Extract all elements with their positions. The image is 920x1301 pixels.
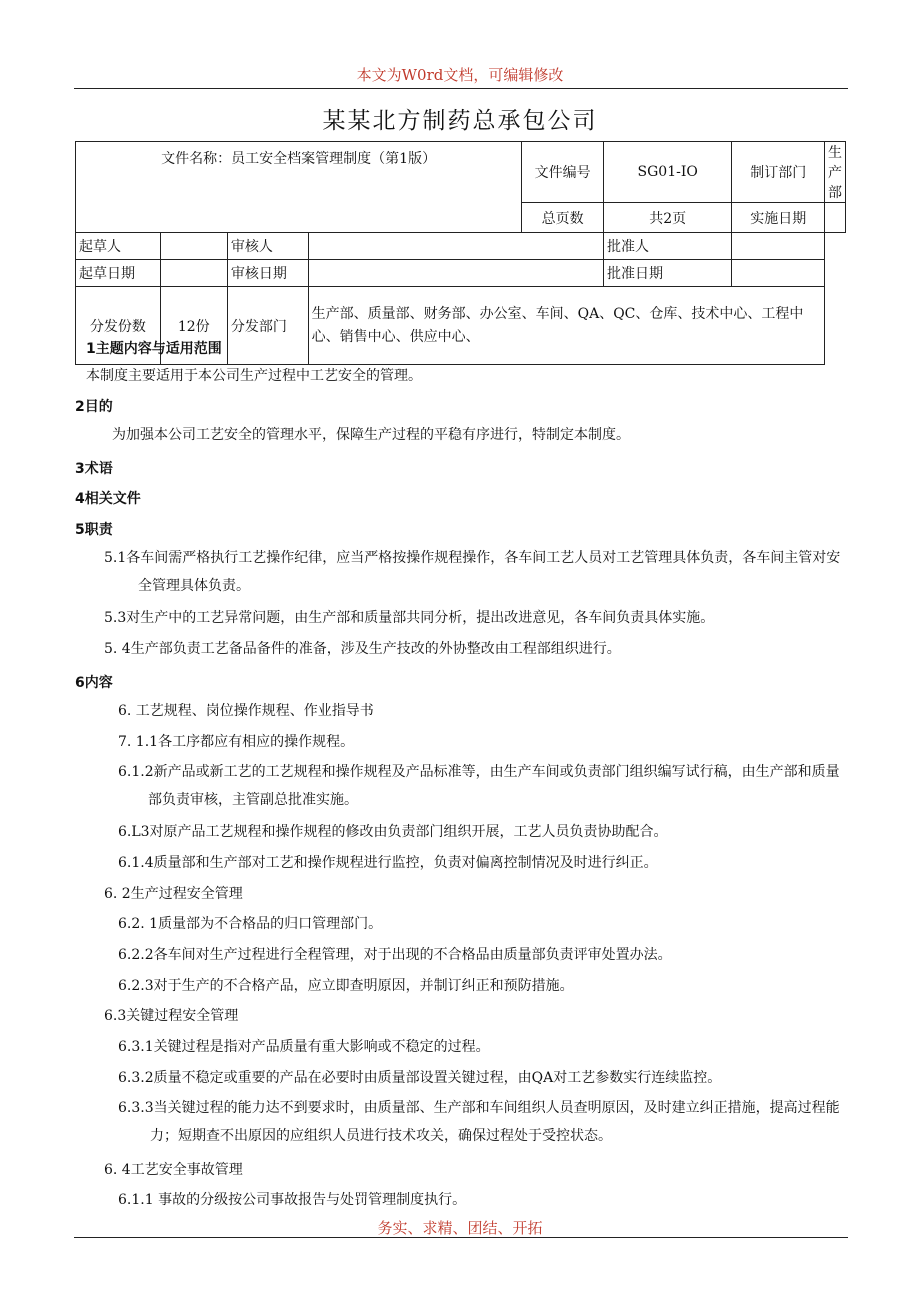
clause-5-3: 5.3对生产中的工艺异常问题，由生产部和质量部共同分析，提出改进意见，各车间负责具体实施。	[104, 610, 715, 626]
draft-date-label: 起草日期	[76, 260, 161, 287]
footer-note: 务实、求精、团结、开拓	[377, 1219, 543, 1237]
section-1-title: 1主题内容与适用范围	[86, 341, 222, 357]
copies-value: 12份	[160, 287, 227, 365]
header-note: 本文为W0rd文档，可编辑修改	[356, 66, 564, 84]
clause-6-1-2	[118, 758, 846, 814]
reviewer-value	[308, 233, 603, 260]
drafter-label: 起草人	[76, 233, 161, 260]
dept-label: 制订部门	[732, 142, 825, 203]
approve-date-label: 批准日期	[604, 260, 732, 287]
dist-dept-value: 生产部、质量部、财务部、办公室、车间、QA、QC、仓库、技术中心、工程中心、销售中心、供应中心、	[308, 287, 824, 365]
clause-6-3: 6.3关键过程安全管理	[104, 1008, 239, 1024]
clause-6-1: 6. 工艺规程、岗位操作规程、作业指导书	[118, 703, 374, 719]
clause-5-4: 5. 4生产部负责工艺备品备件的准备，涉及生产技改的外协整改由工程部组织进行。	[104, 641, 621, 657]
file-name-cell: 文件名称：员工安全档案管理制度（第1版）	[76, 142, 522, 233]
section-4-title: 4相关文件	[75, 491, 141, 507]
dist-dept-label: 分发部门	[227, 287, 308, 365]
section-6-title: 6内容	[75, 675, 113, 691]
approver-value	[732, 233, 825, 260]
review-date-label: 审核日期	[227, 260, 308, 287]
file-no-value: SG01-IO	[604, 142, 732, 203]
approver-label: 批准人	[604, 233, 732, 260]
clause-6-2-3: 6.2.3对于生产的不合格产品，应立即查明原因，并制订纠正和预防措施。	[118, 978, 574, 994]
document-info-table	[75, 141, 846, 365]
footer-divider	[74, 1237, 848, 1238]
clause-6-2-2: 6.2.2各车间对生产过程进行全程管理，对于出现的不合格品由质量部负责评审处置办法。	[118, 947, 672, 963]
review-date-value	[308, 260, 603, 287]
clause-6-4: 6. 4工艺安全事故管理	[104, 1162, 243, 1178]
clause-6-3-3	[118, 1094, 846, 1150]
clause-7-1-1: 7. 1.1各工序都应有相应的操作规程。	[118, 734, 355, 750]
section-2-text: 为加强本公司工艺安全的管理水平，保障生产过程的平稳有序进行，特制定本制度。	[112, 427, 630, 443]
file-no-label: 文件编号	[522, 142, 604, 203]
company-title: 某某北方制药总承包公司	[322, 108, 598, 134]
header-divider	[74, 88, 848, 89]
clause-6-1-3: 6.L3对原产品工艺规程和操作规程的修改由负责部门组织开展，工艺人员负责协助配合。	[118, 824, 668, 840]
draft-date-value	[160, 260, 227, 287]
clause-6-1-1b: 6.1.1 事故的分级按公司事故报告与处罚管理制度执行。	[118, 1192, 467, 1208]
section-5-title: 5职责	[75, 522, 113, 538]
clause-6-2: 6. 2生产过程安全管理	[104, 886, 243, 902]
section-2-title: 2目的	[75, 399, 113, 415]
section-3-title: 3术语	[75, 461, 113, 477]
clause-6-3-3-text: 6.3.3当关键过程的能力达不到要求时，由质量部、生产部和车间组织人员查明原因，及时建立纠正措施，提高过程能力；短期查不出原因的应组织人员进行技术攻关，确保过程处于受控状态。	[118, 1100, 840, 1144]
clause-6-3-2: 6.3.2质量不稳定或重要的产品在必要时由质量部设置关键过程，由QA对工艺参数实行连续监控。	[118, 1070, 722, 1086]
impl-date-label: 实施日期	[732, 203, 825, 233]
dept-value: 生产部	[825, 142, 846, 203]
clause-6-1-2-text: 6.1.2新产品或新工艺的工艺规程和操作规程及产品标准等，由生产车间或负责部门组织编写试行稿，由生产部和质量部负责审核，主管副总批准实施。	[118, 764, 840, 808]
pages-label: 总页数	[522, 203, 604, 233]
clause-6-2-1: 6.2. 1质量部为不合格品的归口管理部门。	[118, 916, 383, 932]
approve-date-value	[732, 260, 825, 287]
pages-value: 共2页	[604, 203, 732, 233]
clause-5-1-text: 5.1各车间需严格执行工艺操作纪律，应当严格按操作规程操作，各车间工艺人员对工艺管理具体负责，各车间主管对安全管理具体负责。	[104, 550, 841, 594]
drafter-value	[160, 233, 227, 260]
clause-6-3-1: 6.3.1关键过程是指对产品质量有重大影响或不稳定的过程。	[118, 1039, 490, 1055]
copies-label: 分发份数	[76, 287, 161, 365]
clause-6-1-4: 6.1.4质量部和生产部对工艺和操作规程进行监控，负责对偏离控制情况及时进行纠正。	[118, 855, 658, 871]
section-1-text: 本制度主要适用于本公司生产过程中工艺安全的管理。	[86, 368, 422, 384]
clause-5-1	[104, 544, 846, 600]
reviewer-label: 审核人	[227, 233, 308, 260]
impl-date-value	[825, 203, 846, 233]
